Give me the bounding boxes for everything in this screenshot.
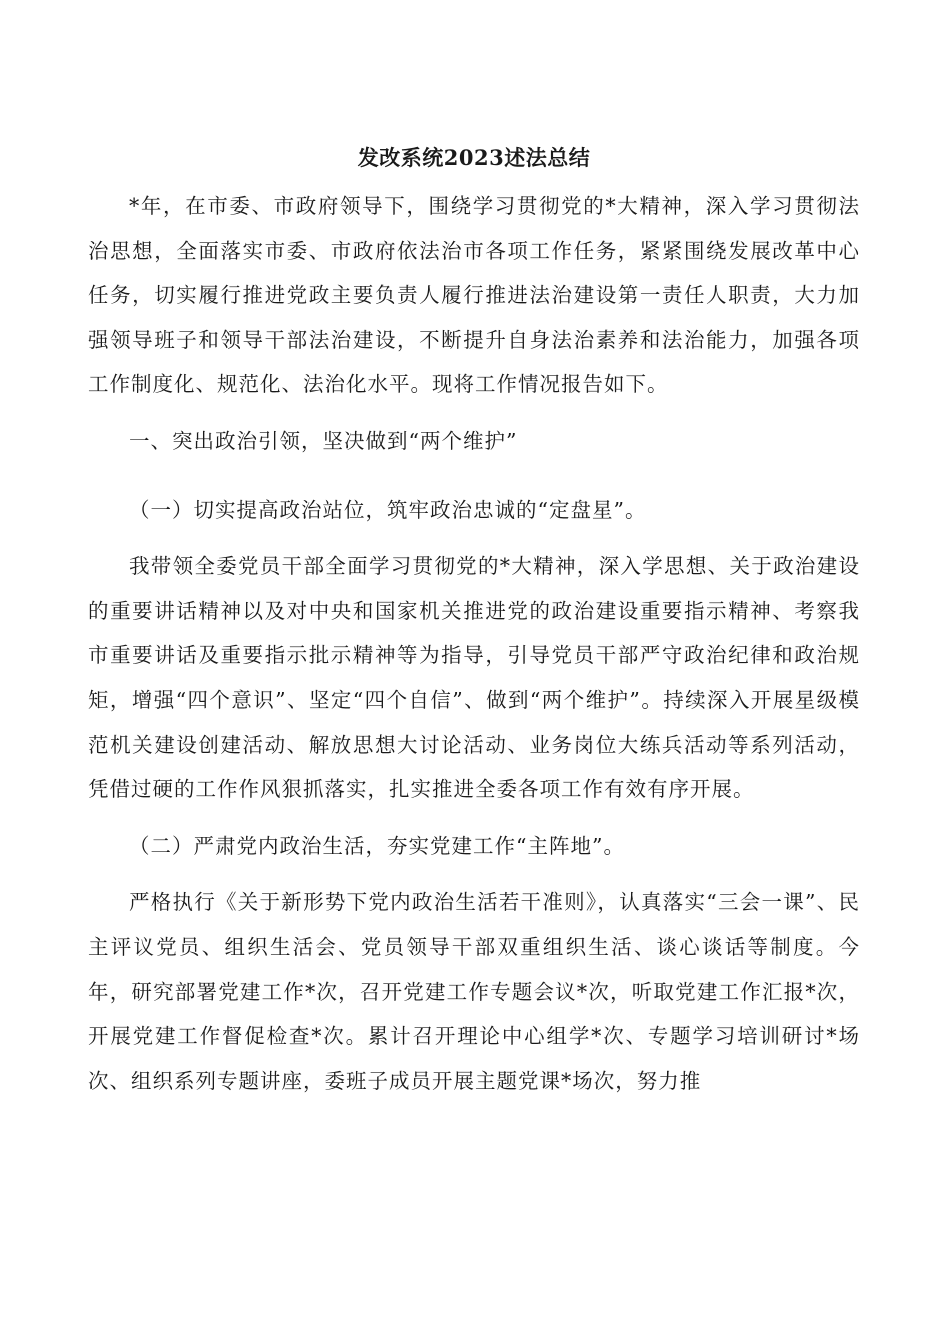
document-body: [88, 138, 860, 1103]
section-heading-1: 一、突出政治引领，坚决做到“两个维护”: [129, 428, 518, 453]
document-title: 发改系统2023述法总结: [357, 145, 591, 170]
body-paragraph-1: 我带领全委党员干部全面学习贯彻党的*大精神，深入学思想、关于政治建设的重要讲话精神以及对中央和国家机关推进党的政治建设重要指示精神、考察我市重要讲话及重要指示批示精神等为指导，引导党员干部严守政治纪律和政治规矩，增强“四个意识”、坚定“四个自信”、做到“两个维护”。持续深入开展星级模范机关建设创建活动、解放思想大讨论活动、业务岗位大练兵活动等系列活动，凭借过硬的工作作风狠抓落实，扎实推进全委各项工作有效有序开展。: [88, 554, 860, 802]
subsection-heading-2: （二）严肃党内政治生活，夯实党建工作“主阵地”。: [129, 833, 625, 858]
intro-paragraph: *年，在市委、市政府领导下，围绕学习贯彻党的*大精神，深入学习贯彻法治思想，全面落实市委、市政府依法治市各项工作任务，紧紧围绕发展改革中心任务，切实履行推进党政主要负责人履行推进法治建设第一责任人职责，大力加强领导班子和领导干部法治建设，不断提升自身法治素养和法治能力，加强各项工作制度化、规范化、法治化水平。现将工作情况报告如下。: [88, 194, 860, 397]
subsection-heading-1: （一）切实提高政治站位，筑牢政治忠诚的“定盘星”。: [129, 497, 647, 522]
body-paragraph-2: 严格执行《关于新形势下党内政治生活若干准则》，认真落实“三会一课”、民主评议党员、组织生活会、党员领导干部双重组织生活、谈心谈话等制度。今年，研究部署党建工作*次，召开党建工作专题会议*次，听取党建工作汇报*次，开展党建工作督促检查*次。累计召开理论中心组学*次、专题学习培训研讨*场次、组织系列专题讲座，委班子成员开展主题党课*场次，努力推: [88, 890, 860, 1093]
